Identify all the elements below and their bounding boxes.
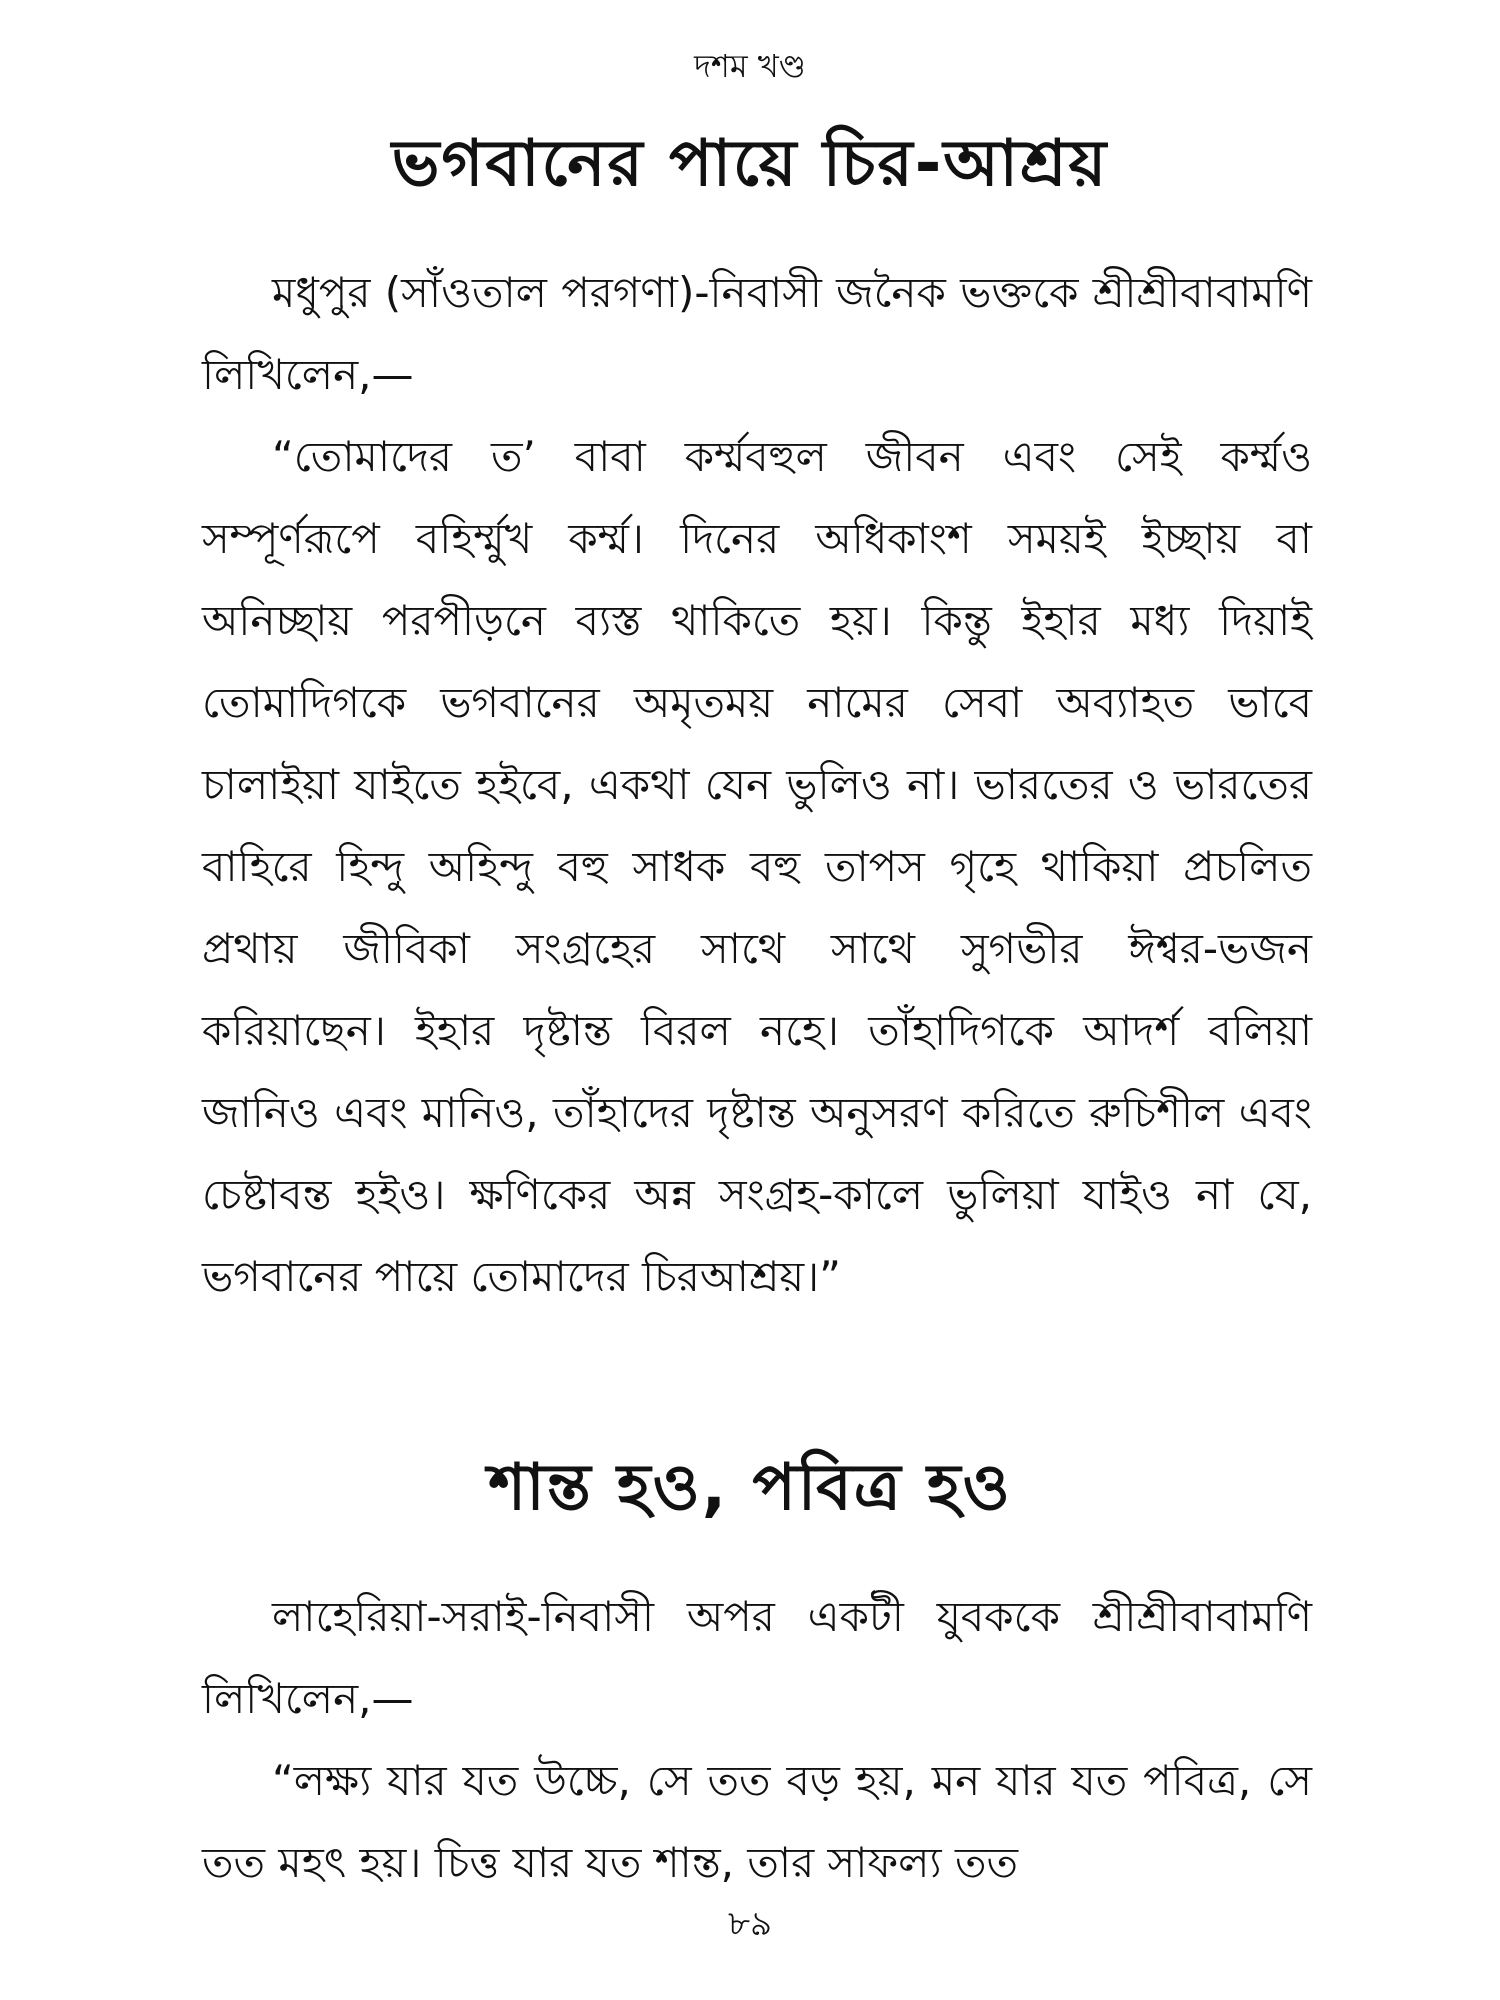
page-number: ৮৯ bbox=[727, 1904, 773, 1944]
running-head: দশম খণ্ড bbox=[694, 47, 806, 85]
letter-paragraph: “লক্ষ্য যার যত উচ্চে, সে তত বড় হয়, মন যার যত পবিত্র, সে তত মহৎ হয়। চিত্ত যার যত শান্ত, তার সাফল্য তত bbox=[202, 1756, 1312, 1887]
section-heading: ভগবানের পায়ে চির-আশ্রয় bbox=[391, 127, 1109, 201]
intro-paragraph: লাহেরিয়া-সরাই-নিবাসী অপর একটী যুবককে শ্রীশ্রীবাবামণি লিখিলেন,— bbox=[202, 1592, 1312, 1723]
letter-paragraph: “তোমাদের ত’ বাবা কর্ম্মবহুল জীবন এবং সেই কর্ম্মও সম্পূর্ণরূপে বহির্ম্মুখ কর্ম্ম। দিনের অধিকাংশ সময়ই ইচ্ছায় বা অনিচ্ছায় পরপীড়নে ব্যস্ত থাকিতে হয়। কিন্তু ইহার মধ্য দিয়াই তোমাদিগকে ভগবানের অমৃতময় নামের সেবা অব্যাহত ভাবে চালাইয়া যাইতে হইবে, একথা যেন ভুলিও না। ভারতের ও ভারতের বাহিরে হিন্দু অহিন্দু বহু সাধক বহু তাপস গৃহে থাকিয়া প্রচলিত প্রথায় জীবিকা সংগ্রহের সাথে সাথে সুগভীর ঈশ্বর-ভজন করিয়াছেন। ইহার দৃষ্টান্ত বিরল নহে। তাঁহাদিগকে আদর্শ বলিয়া জানিও এবং মানিও, তাঁহাদের দৃষ্টান্ত অনুসরণ করিতে রুচিশীল এবং চেষ্টাবন্ত হইও। ক্ষণিকের অন্ন সংগ্রহ-কালে ভুলিয়া যাইও না যে, ভগবানের পায়ে তোমাদের চিরআশ্রয়।” bbox=[202, 432, 1312, 1301]
intro-paragraph: মধুপুর (সাঁওতাল পরগণা)-নিবাসী জনৈক ভক্তকে শ্রীশ্রীবাবামণি লিখিলেন,— bbox=[202, 268, 1312, 399]
section-heading: শান্ত হও, পবিত্র হও bbox=[488, 1451, 1012, 1525]
